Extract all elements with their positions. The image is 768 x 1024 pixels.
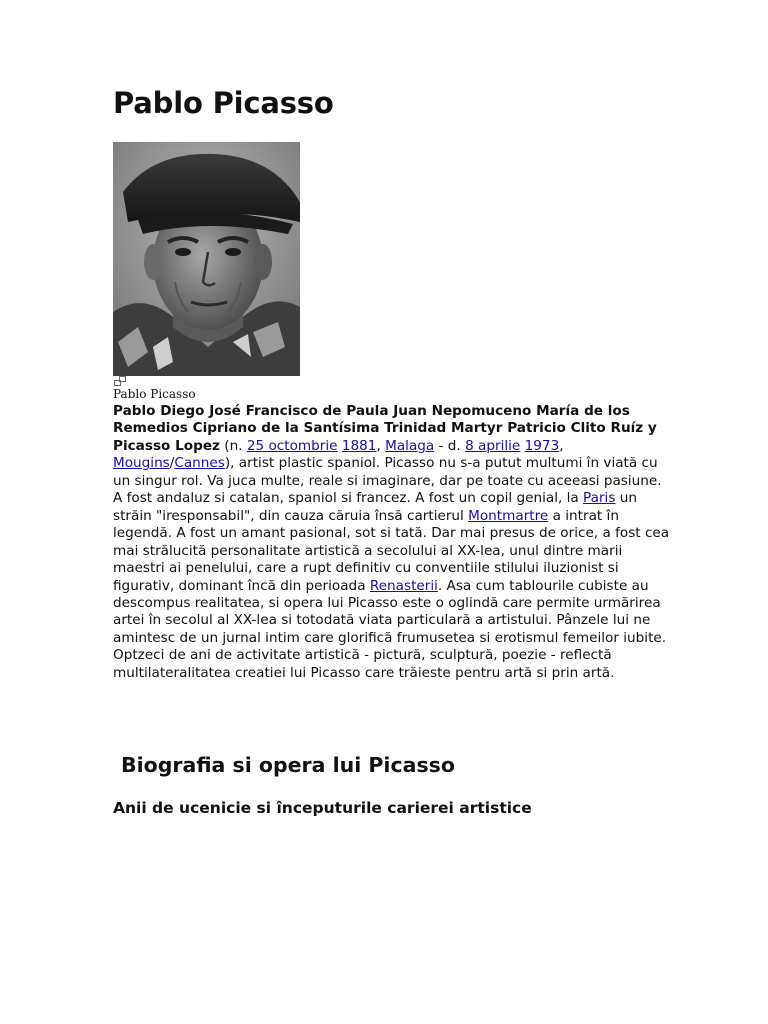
link-birth-place[interactable]: Malaga — [385, 437, 435, 454]
text-run: / — [169, 455, 175, 472]
link-death-year[interactable]: 1973 — [524, 437, 560, 454]
portrait-photo — [113, 142, 300, 376]
full-name: Pablo Diego José Francisco de Paula Juan Nepomuceno María de los Remedios Cipriano de la Santísima Trinidad Martyr Patricio Clito Ruíz y Picasso Lopez — [113, 403, 657, 454]
link-birth-day[interactable]: 25 octombrie — [246, 437, 338, 454]
link-cannes[interactable]: Cannes — [174, 455, 225, 472]
text-run: a intrat în legendă. A fost un amant pasional, sot si tată. Dar mai presus de orice, a fost cea mai strălucită personalitate artistică a secolului al XX-lea, unul dintre marii maestri ai penelului, care a rupt definitiv cu conventiile stilului iluzionist si figurativ, dominant încă din perioada — [113, 507, 670, 594]
section-heading: Biografia si opera lui Picasso — [121, 753, 455, 777]
text-run: un străin "iresponsabil", din cauza căruia însă cartierul — [113, 490, 637, 524]
intro-paragraph — [113, 403, 673, 682]
text-run: , — [376, 437, 386, 454]
image-caption: Pablo Picasso — [113, 387, 196, 401]
text-run: , — [559, 437, 564, 454]
link-mougins[interactable]: Mougins — [113, 455, 170, 472]
link-paris[interactable]: Paris — [583, 490, 616, 507]
link-birth-year[interactable]: 1881 — [341, 437, 377, 454]
link-renasterii[interactable]: Renasterii — [369, 577, 438, 594]
link-death-day[interactable]: 8 aprilie — [465, 437, 521, 454]
text-run: - d. — [434, 437, 466, 454]
text-run: . Asa cum tablourile cubiste au descompus realitatea, si opera lui Picasso este o oglindă care permite urmărirea artei în secolul al XX-lea si totodată viata particulară a artistului. Pânzele lui ne amintesc de un jurnal intim care glorifică frumusetea si erotismul femeilor iubite. Optzeci de ani de activitate artistică - pictură, sculptură, poezie - reflectă multilateralitatea creatiei lui Picasso care trăieste pentru artă si prin artă. — [113, 577, 667, 681]
text-run: (n. — [219, 437, 247, 454]
page-title: Pablo Picasso — [113, 86, 334, 120]
link-montmartre[interactable]: Montmartre — [468, 507, 549, 524]
text-run: ), artist plastic spaniol. Picasso nu s-a putut multumi în viată cu un singur rol. Va juca multe, reale si imaginare, dar pe toate cu aceeasi pasiune. A fost andaluz si catalan, spaniol si francez. A fost un copil genial, la — [113, 455, 662, 507]
subsection-heading: Anii de ucenicie si începuturile carierei artistice — [113, 799, 532, 817]
anchor-icon — [114, 376, 126, 386]
